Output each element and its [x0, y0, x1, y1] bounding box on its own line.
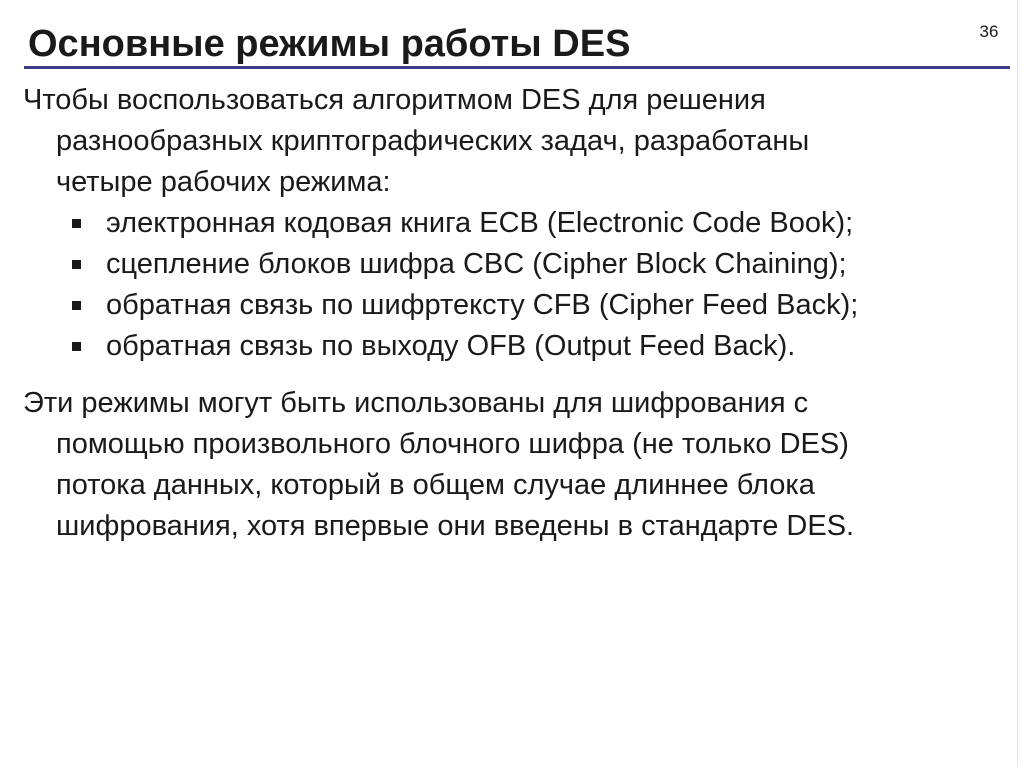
intro-paragraph	[23, 80, 809, 203]
outro-paragraph	[23, 383, 854, 547]
mode-label: электронная кодовая книга ECB (Electronic Code Book);	[106, 207, 854, 239]
title-divider	[24, 66, 1010, 69]
intro-line: четыре рабочих режима:	[56, 166, 391, 198]
intro-line: Чтобы воспользоваться алгоритмом DES для решения	[23, 84, 766, 116]
page-edge-divider	[1017, 0, 1018, 767]
outro-line: помощью произвольного блочного шифра (не только DES)	[56, 428, 849, 460]
outro-line: Эти режимы могут быть использованы для шифрования с	[23, 387, 809, 419]
slide-title: Основные режимы работы DES	[28, 23, 631, 65]
mode-label: обратная связь по выходу OFB (Output Feed Back).	[106, 330, 796, 362]
mode-label: обратная связь по шифртексту CFB (Cipher Feed Back);	[106, 289, 859, 321]
square-bullet-icon	[72, 219, 81, 228]
mode-item-cfb	[72, 285, 858, 326]
mode-label: сцепление блоков шифра CBC (Cipher Block Chaining);	[106, 248, 847, 280]
modes-list	[72, 203, 858, 367]
page-number: 36	[979, 22, 999, 41]
mode-item-ecb	[72, 203, 858, 244]
outro-line: шифрования, хотя впервые они введены в стандарте DES.	[56, 510, 855, 542]
intro-line: разнообразных криптографических задач, разработаны	[56, 125, 810, 157]
outro-line: потока данных, который в общем случае длиннее блока	[56, 469, 815, 501]
square-bullet-icon	[72, 301, 81, 310]
mode-item-ofb	[72, 326, 858, 367]
mode-item-cbc	[72, 244, 858, 285]
square-bullet-icon	[72, 342, 81, 351]
square-bullet-icon	[72, 260, 81, 269]
